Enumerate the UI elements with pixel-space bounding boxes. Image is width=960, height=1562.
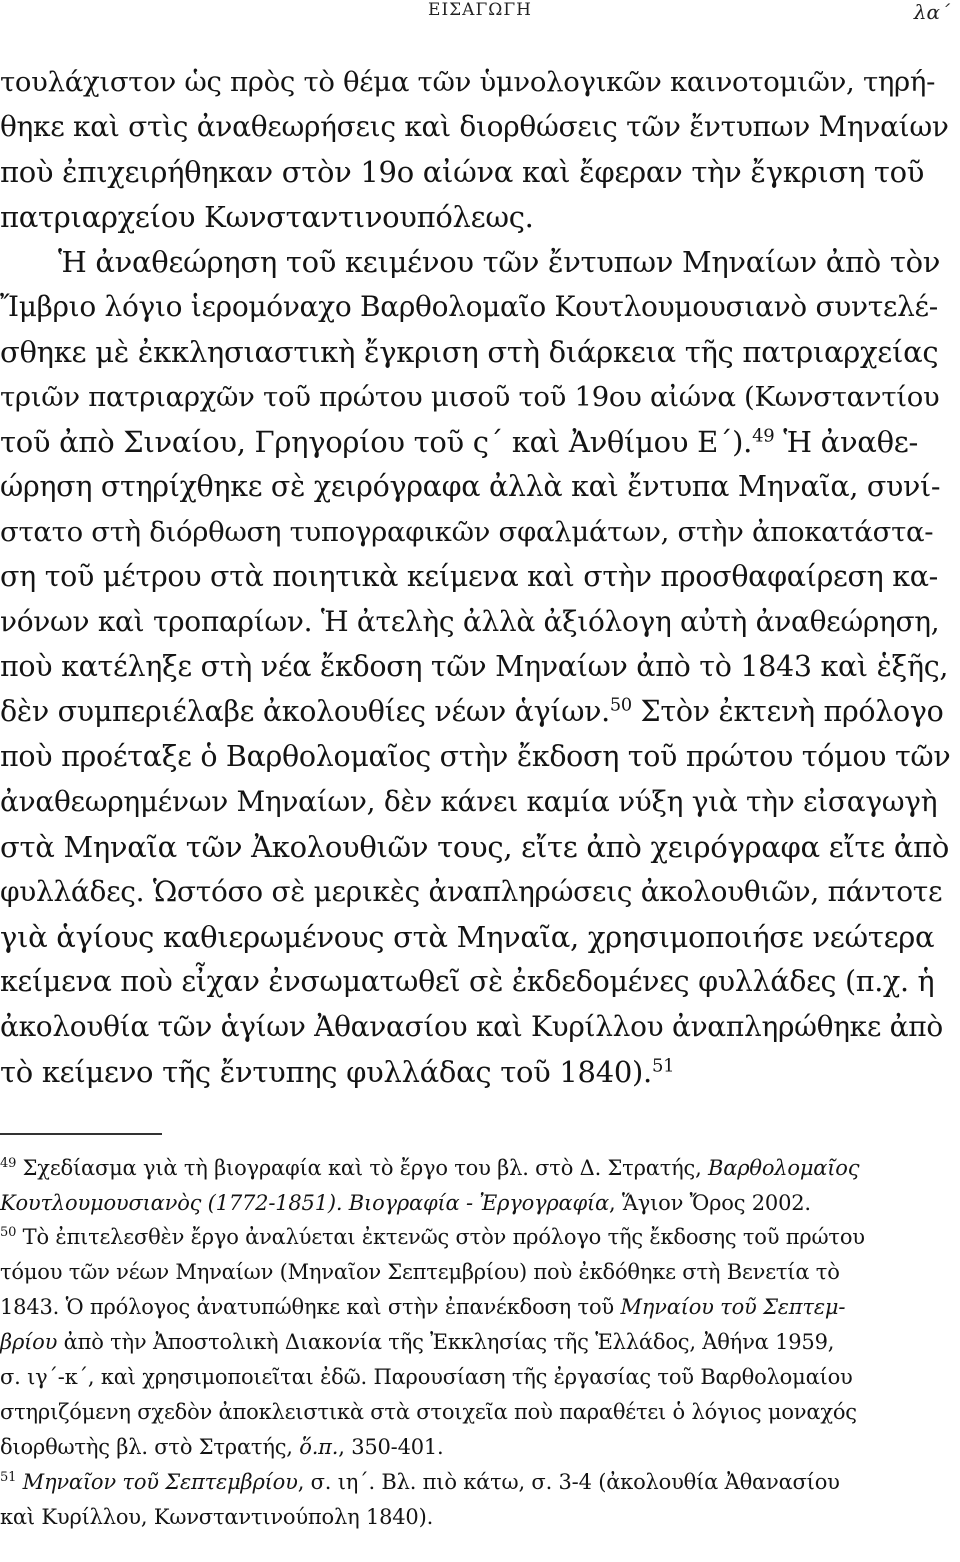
footnote-ref-51[interactable]: 51	[651, 1055, 675, 1077]
text-line: θηκε καὶ στὶς ἀναθεωρήσεις καὶ διορθώσεις τῶν ἔντυπων Μηναίων	[0, 110, 949, 143]
footnote-50-cont: στηριζόμενη σχεδὸν ἀποκλειστικὰ στὰ στοιχεῖα ποὺ παραθέτει ὁ λόγιος μοναχός	[0, 1400, 857, 1424]
text-line: πατριαρχείου Κωνσταντινουπόλεως.	[0, 200, 534, 234]
text-line	[0, 424, 918, 460]
text-span: Στὸν ἐκτενὴ πρόλογο	[631, 695, 944, 728]
footnote-number: 49	[0, 1156, 17, 1171]
page-header	[0, 0, 960, 30]
text-span: τοῦ ἀπὸ Σιναίου, Γρηγορίου τοῦ ς´ καὶ Ἀνθίμου Ε´).	[0, 425, 753, 459]
footnote-51-cont: καὶ Κυρίλλου, Κωνσταντινούπολη 1840).	[0, 1505, 434, 1529]
footnote-ref-49[interactable]: 49	[752, 425, 775, 447]
text-line: στὰ Μηναῖα τῶν Ἀκολουθιῶν τους, εἴτε ἀπὸ χειρόγραφα εἴτε ἀπὸ	[0, 830, 950, 864]
text-line: ποὺ κατέληξε στὴ νέα ἔκδοση τῶν Μηναίων ἀπὸ τὸ 1843 καὶ ἑξῆς,	[0, 650, 949, 683]
text-line: ποὺ ἐπιχειρήθηκαν στὸν 19ο αἰώνα καὶ ἔφεραν τὴν ἔγκριση τοῦ	[0, 155, 925, 189]
text-span: βρίου	[0, 1330, 58, 1354]
running-head: ΕΙΣΑΓΩΓΗ	[428, 0, 532, 20]
text-span: Κουτλουμουσιανὸς (1772-1851). Βιογραφία - Ἐργογραφία	[0, 1191, 610, 1215]
text-line: γιὰ ἁγίους καθιερωμένους στὰ Μηναῖα, χρησιμοποιήσε νεώτερα	[0, 920, 935, 954]
text-span: Μηναῖον τοῦ Σεπτεμβρίου	[16, 1470, 298, 1494]
footnote-51	[0, 1469, 840, 1496]
footnote-ref-50[interactable]: 50	[609, 695, 632, 716]
text-line: τριῶν πατριαρχῶν τοῦ πρώτου μισοῦ τοῦ 19ου αἰώνα (Κωνσταντίου	[0, 381, 940, 413]
text-span: Μηναίου τοῦ Σεπτεμ-	[620, 1295, 846, 1319]
text-line	[0, 1054, 674, 1090]
text-span: τὸ κείμενο τῆς ἔντυπης φυλλάδας τοῦ 1840).	[0, 1055, 652, 1089]
footnote-50-cont	[0, 1294, 845, 1321]
text-line: ώρηση στηρίχθηκε σὲ χειρόγραφα ἀλλὰ καὶ ἔντυπα Μηναῖα, συνί-	[0, 470, 941, 503]
footnote-50-cont: σ. ιγ´-κ´, καὶ χρησιμοποιεῖται ἐδῶ. Παρουσίαση τῆς ἐργασίας τοῦ Βαρθολομαίου	[0, 1365, 853, 1389]
text-span: ὅ.π.	[299, 1435, 339, 1459]
footnote-50-cont	[0, 1434, 444, 1461]
footnote-49	[0, 1155, 859, 1182]
page-number: λα´	[913, 0, 950, 24]
footnote-50-cont: τόμου τῶν νέων Μηναίων (Μηναῖον Σεπτεμβρίου) ποὺ ἐκδόθηκε στὴ Βενετία τὸ	[0, 1260, 840, 1284]
text-line: ἀναθεωρημένων Μηναίων, δὲν κάνει καμία νύξη γιὰ τὴν εἰσαγωγὴ	[0, 785, 938, 818]
text-line: τουλάχιστον ὡς πρὸς τὸ θέμα τῶν ὑμνολογικῶν καινοτομιῶν, τηρή-	[0, 66, 936, 98]
text-line: ση τοῦ μέτρου στὰ ποιητικὰ κείμενα καὶ στὴν προσθαφαίρεση κα-	[0, 560, 938, 593]
text-span: 1843. Ὁ πρόλογος ἀνατυπώθηκε καὶ στὴν ἐπανέκδοση τοῦ	[0, 1295, 621, 1319]
text-line: σθηκε μὲ ἐκκλησιαστικὴ ἔγκριση στὴ διάρκεια τῆς πατριαρχείας	[0, 335, 939, 369]
footnote-number: 51	[0, 1470, 17, 1485]
text-line: Ἡ ἀναθεώρηση τοῦ κειμένου τῶν ἔντυπων Μηναίων ἀπὸ τὸν	[58, 245, 941, 279]
footnote-number: 50	[0, 1225, 17, 1240]
text-line: Ἴμβριο λόγιο ἱερομόναχο Βαρθολομαῖο Κουτλουμουσιανὸ συντελέ-	[0, 290, 938, 323]
text-line: κείμενα ποὺ εἶχαν ἐνσωματωθεῖ σὲ ἐκδεδομένες φυλλάδες (π.χ. ἡ	[0, 965, 935, 998]
text-span: διορθωτὴς βλ. στὸ Στρατής,	[0, 1435, 300, 1459]
text-span: , Ἅγιον Ὄρος 2002.	[609, 1191, 811, 1215]
text-line	[0, 694, 943, 730]
text-span: Σχεδίασμα γιὰ τὴ βιογραφία καὶ τὸ ἔργο του βλ. στὸ Δ. Στρατής,	[16, 1156, 709, 1180]
text-line: νόνων καὶ τροπαρίων. Ἡ ἀτελὴς ἀλλὰ ἀξιόλογη αὐτὴ ἀναθεώρηση,	[0, 605, 940, 638]
text-line: φυλλάδες. Ὡστόσο σὲ μερικὲς ἀναπληρώσεις ἀκολουθιῶν, πάντοτε	[0, 875, 943, 908]
text-line: ποὺ προέταξε ὁ Βαρθολομαῖος στὴν ἔκδοση τοῦ πρώτου τόμου τῶν	[0, 740, 951, 773]
text-span: Βαρθολομαῖος	[708, 1156, 860, 1180]
footnote-50	[0, 1224, 865, 1251]
footnote-50-cont	[0, 1329, 834, 1356]
text-span: Ἡ ἀναθε-	[774, 425, 918, 459]
text-span: Τὸ ἐπιτελεσθὲν ἔργο ἀναλύεται ἐκτενῶς στὸν πρόλογο τῆς ἔκδοσης τοῦ πρώτου	[16, 1225, 865, 1249]
footnote-49-cont	[0, 1190, 811, 1217]
text-span: ἀπὸ τὴν Ἀποστολικὴ Διακονία τῆς Ἐκκλησίας τῆς Ἑλλάδος, Ἀθήνα 1959,	[57, 1330, 835, 1354]
footnote-separator	[0, 1133, 162, 1135]
text-span: , 350-401.	[338, 1435, 444, 1459]
text-line: ἀκολουθία τῶν ἁγίων Ἀθανασίου καὶ Κυρίλλου ἀναπληρώθηκε ἀπὸ	[0, 1010, 943, 1043]
text-line: στατο στὴ διόρθωση τυπογραφικῶν σφαλμάτων, στὴν ἀποκατάστα-	[0, 516, 934, 548]
text-span: , σ. ιη´. Βλ. πιὸ κάτω, σ. 3-4 (ἀκολουθία Ἀθανασίου	[297, 1470, 840, 1494]
text-span: δὲν συμπεριέλαβε ἀκολουθίες νέων ἁγίων.	[0, 695, 610, 728]
